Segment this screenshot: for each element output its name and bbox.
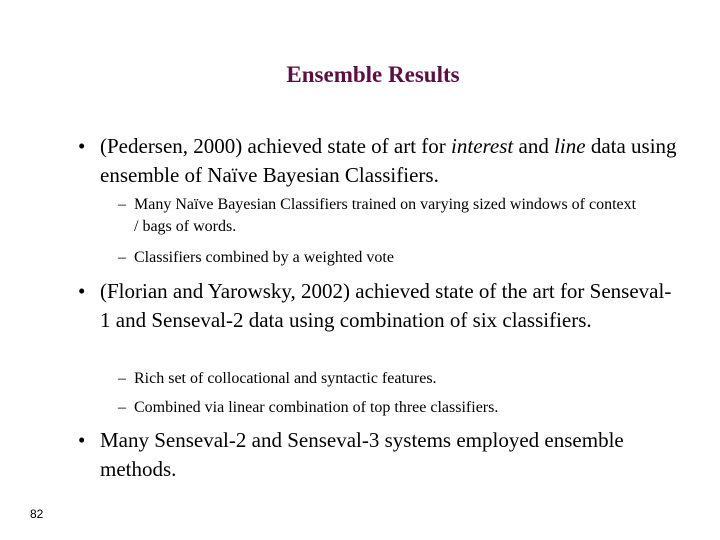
bullet-marker: • — [78, 428, 86, 452]
sub-bullet-marker: – — [118, 399, 126, 416]
slide-title: Ensemble Results — [286, 62, 460, 87]
bullet-marker: • — [78, 279, 86, 303]
bullet-text-part: data using ensemble of Naïve Bayesian Classifiers. — [100, 134, 677, 187]
bullet-text: (Florian and Yarowsky, 2002) achieved state of the art for Senseval-1 and Senseval-2 data using combination of six classifiers. — [100, 279, 672, 332]
sub-bullet-item — [118, 247, 638, 269]
sub-bullet-text: Combined via linear combination of top three classifiers. — [134, 399, 499, 416]
bullet-emphasis: interest — [451, 134, 514, 158]
bullet-text — [100, 132, 678, 190]
sub-bullet-marker: – — [118, 196, 126, 213]
sub-bullet-marker: – — [118, 370, 126, 387]
bullet-text: Many Senseval-2 and Senseval-3 systems employed ensemble methods. — [100, 428, 624, 481]
bullet-text-part: (Pedersen, 2000) achieved state of art for — [100, 134, 452, 158]
sub-bullet-item — [118, 194, 638, 238]
bullet-item — [78, 132, 678, 190]
sub-bullet-marker: – — [118, 249, 126, 266]
bullet-emphasis: line — [554, 134, 586, 158]
bullet-item — [78, 277, 678, 335]
bullet-text-part: and — [513, 134, 555, 158]
bullet-marker: • — [78, 134, 86, 158]
sub-bullet-text: Classifiers combined by a weighted vote — [134, 249, 394, 266]
bullet-item — [78, 426, 678, 484]
page-number: 82 — [30, 507, 44, 521]
sub-bullet-text: Rich set of collocational and syntactic features. — [134, 370, 437, 387]
sub-bullet-item — [118, 397, 638, 419]
sub-bullet-item — [118, 368, 638, 390]
sub-bullet-text: Many Naïve Bayesian Classifiers trained on varying sized windows of context / bags of words. — [134, 196, 637, 235]
